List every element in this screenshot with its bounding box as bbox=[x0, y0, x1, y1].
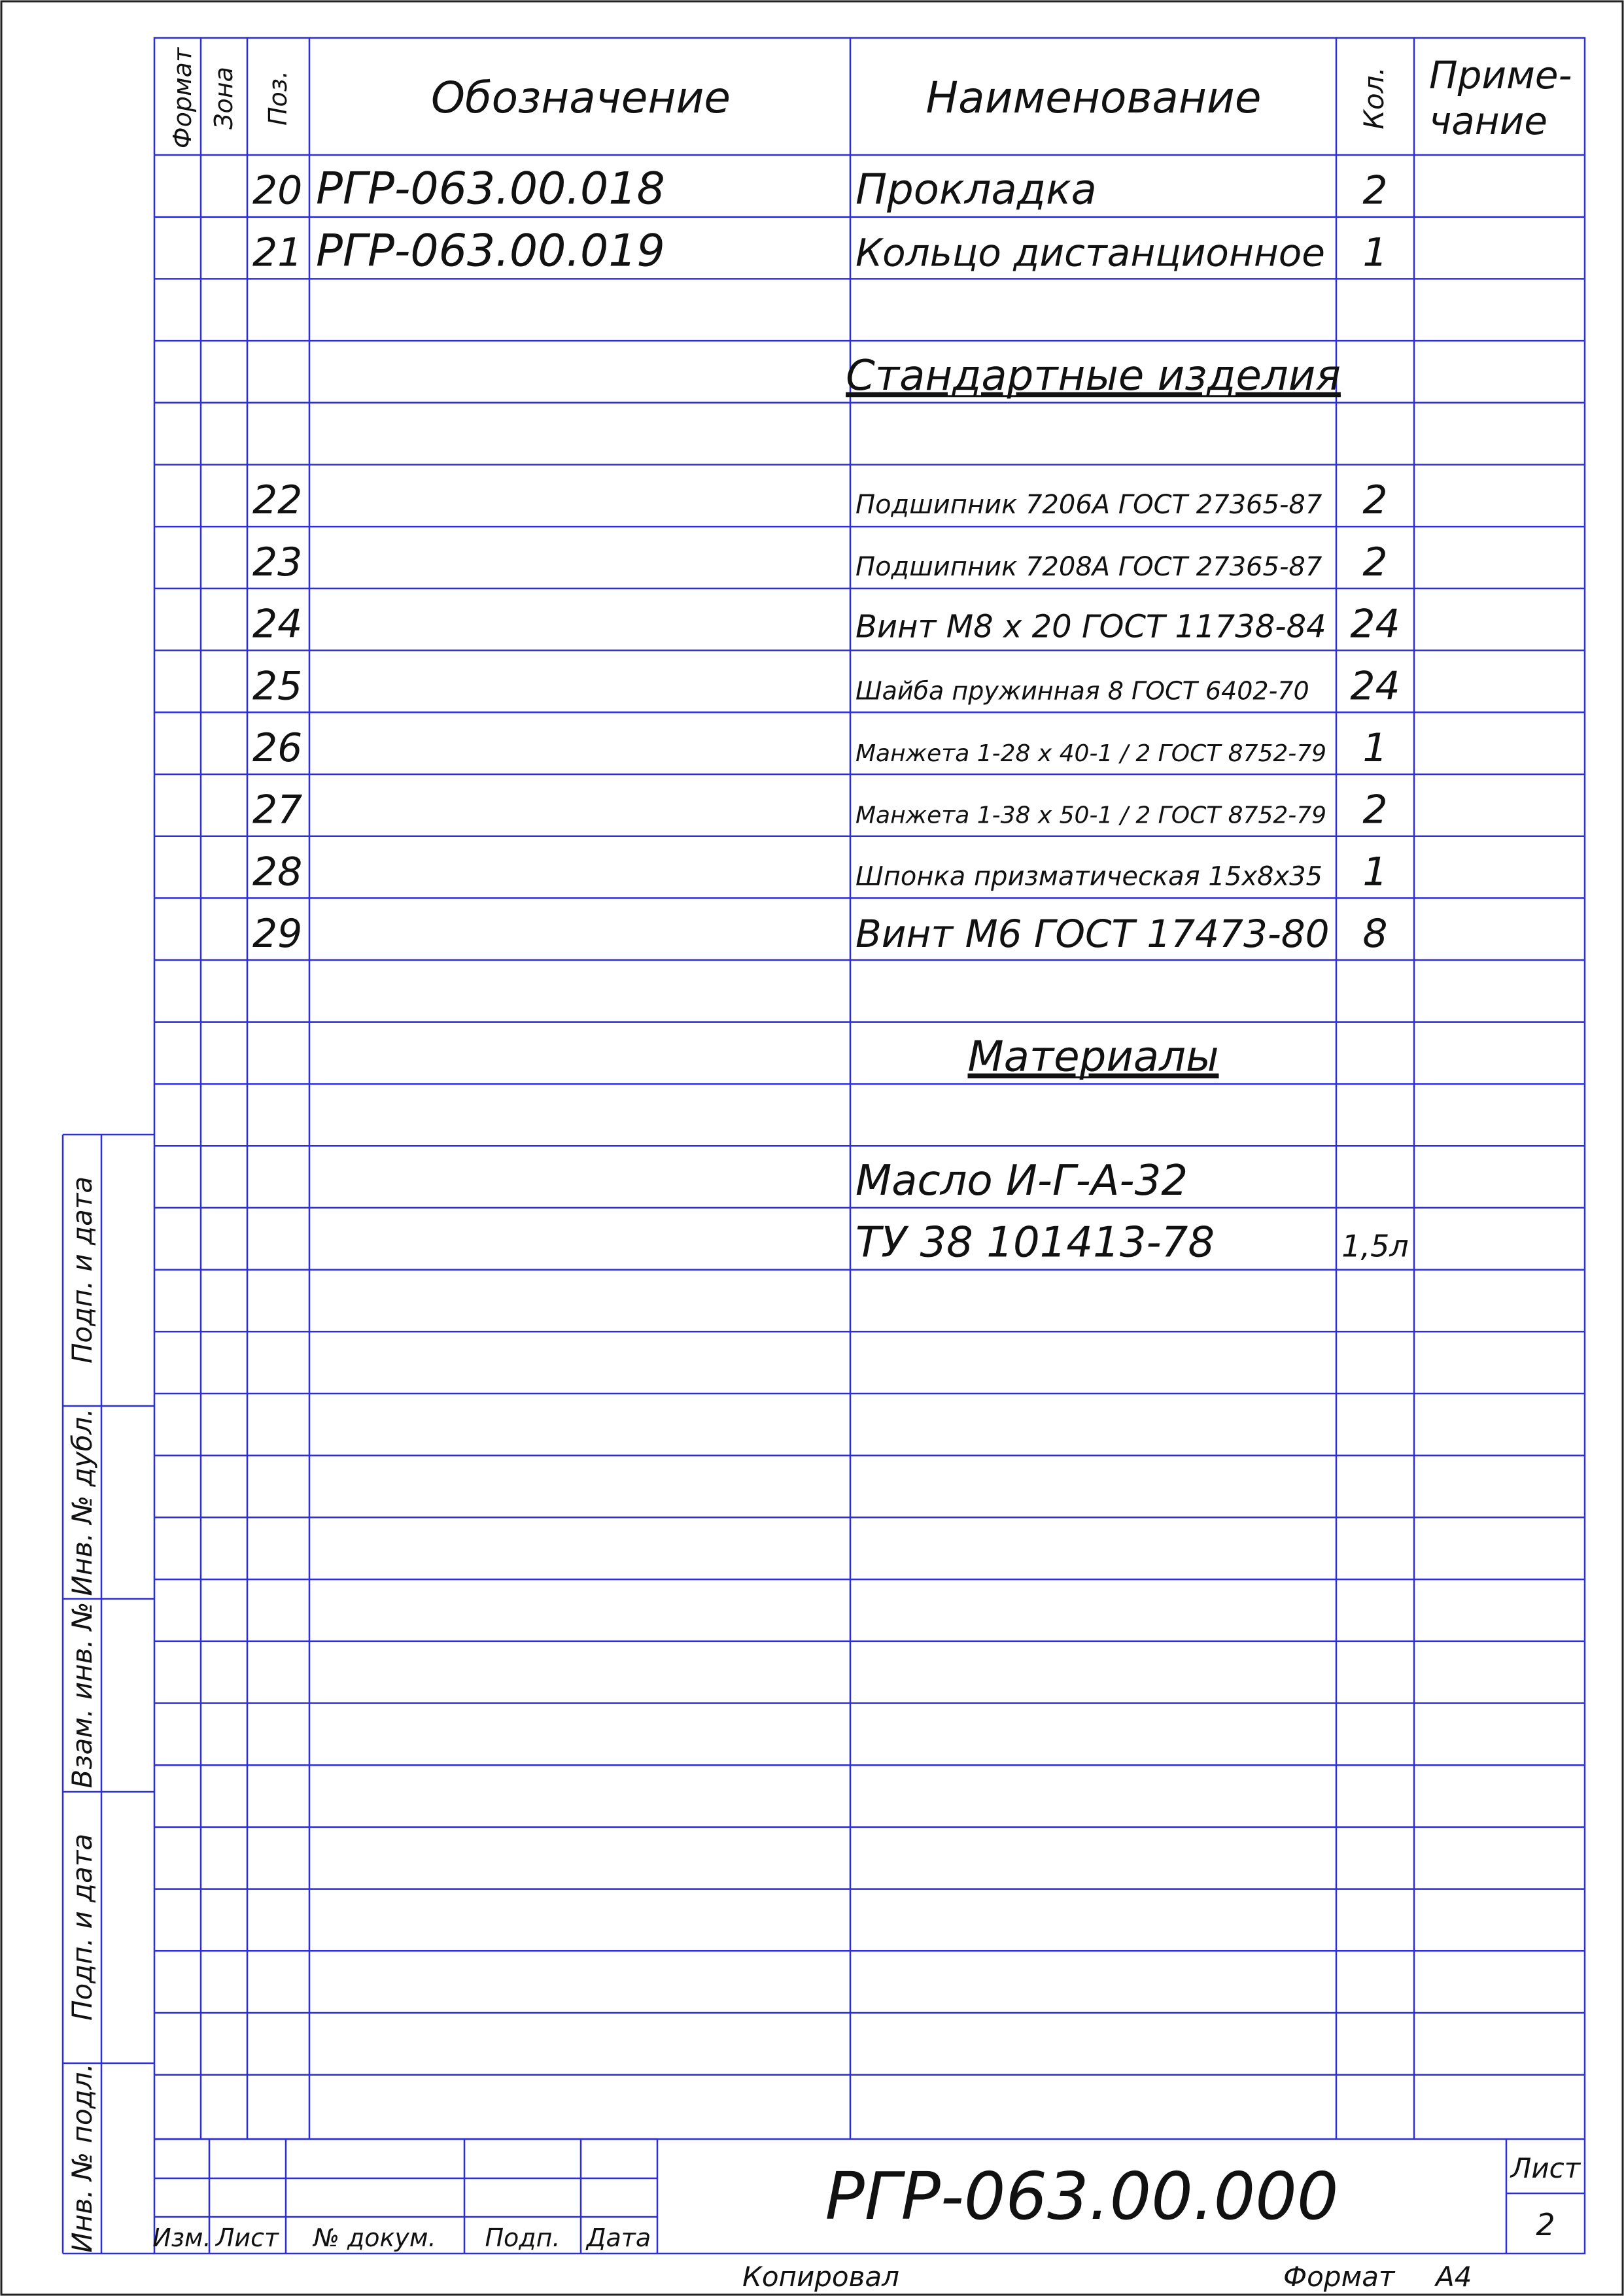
footer-format-value: А4 bbox=[1436, 2261, 1472, 2293]
row-qty: 2 bbox=[1362, 539, 1388, 585]
row-pos: 24 bbox=[252, 601, 303, 647]
row-name: Манжета 1-28 х 40-1 / 2 ГОСТ 8752-79 bbox=[855, 740, 1327, 767]
title-col-izm: Изм. bbox=[152, 2223, 211, 2252]
header-zone: Зона bbox=[209, 67, 238, 129]
row-name: Шайба пружинная 8 ГОСТ 6402-70 bbox=[855, 676, 1309, 706]
sheet-label: Лист bbox=[1510, 2152, 1581, 2184]
row-pos: 20 bbox=[252, 167, 303, 214]
title-col-sign: Подп. bbox=[485, 2223, 561, 2252]
row-name: Шпонка призматическая 15х8х35 bbox=[855, 861, 1323, 892]
row-name: Винт М6 ГОСТ 17473-80 bbox=[855, 912, 1330, 957]
row-qty: 2 bbox=[1362, 167, 1388, 214]
row-name: Кольцо дистанционное bbox=[855, 230, 1325, 275]
side-label: Инв. № дубл. bbox=[66, 1408, 98, 1596]
title-col-doc: № докум. bbox=[313, 2223, 436, 2252]
header-designation: Обозначение bbox=[431, 73, 731, 123]
row-qty: 1 bbox=[1362, 725, 1388, 771]
row-name: Подшипник 7208А ГОСТ 27365-87 bbox=[855, 551, 1322, 582]
row-name: Винт М8 х 20 ГОСТ 11738-84 bbox=[855, 608, 1326, 645]
side-label: Подп. и дата bbox=[66, 1176, 98, 1364]
side-label: Инв. № подл. bbox=[66, 2063, 98, 2253]
title-col-list: Лист bbox=[215, 2223, 279, 2252]
row-pos: 23 bbox=[252, 539, 303, 585]
header-pos: Поз. bbox=[264, 70, 292, 126]
header-note-line1: Приме- bbox=[1429, 53, 1572, 97]
document-number: РГР-063.00.000 bbox=[825, 2158, 1339, 2235]
row-name: Масло И-Г-А-32 bbox=[855, 1156, 1188, 1205]
header-note-line2: чание bbox=[1429, 99, 1548, 143]
row-designation: РГР-063.00.018 bbox=[316, 163, 665, 215]
header-qty: Кол. bbox=[1358, 67, 1390, 129]
side-label: Взам. инв. № bbox=[66, 1602, 98, 1789]
row-name: Прокладка bbox=[855, 165, 1097, 214]
row-pos: 27 bbox=[252, 787, 303, 833]
row-qty: 2 bbox=[1362, 787, 1388, 833]
row-pos: 21 bbox=[252, 230, 303, 276]
footer-copied: Копировал bbox=[742, 2261, 899, 2293]
row-pos: 28 bbox=[252, 849, 303, 895]
sheet-number: 2 bbox=[1536, 2207, 1555, 2242]
row-pos: 22 bbox=[252, 477, 303, 524]
section-heading: Материалы bbox=[967, 1033, 1219, 1082]
row-pos: 29 bbox=[252, 911, 303, 957]
row-designation: РГР-063.00.019 bbox=[316, 225, 665, 277]
table-body bbox=[252, 163, 1409, 1267]
row-qty: 24 bbox=[1350, 601, 1400, 647]
title-block bbox=[152, 2139, 1585, 2253]
row-qty: 8 bbox=[1362, 911, 1388, 957]
footer-format-label: Формат bbox=[1283, 2261, 1395, 2293]
row-qty: 1,5л bbox=[1341, 1228, 1409, 1264]
footer bbox=[742, 2261, 1472, 2293]
row-name: Подшипник 7206А ГОСТ 27365-87 bbox=[855, 490, 1322, 521]
section-heading: Стандартные изделия bbox=[846, 351, 1341, 400]
row-pos: 26 bbox=[252, 725, 303, 771]
row-pos: 25 bbox=[252, 663, 303, 710]
row-qty: 1 bbox=[1362, 849, 1388, 895]
row-name: Манжета 1-38 х 50-1 / 2 ГОСТ 8752-79 bbox=[855, 802, 1327, 829]
title-col-date: Дата bbox=[586, 2223, 651, 2252]
header-format: Формат bbox=[168, 47, 197, 149]
row-qty: 2 bbox=[1362, 477, 1388, 524]
side-label: Подп. и дата bbox=[66, 1833, 98, 2021]
table-header bbox=[154, 46, 1585, 155]
header-name: Наименование bbox=[925, 73, 1262, 123]
row-qty: 24 bbox=[1350, 663, 1400, 710]
row-name: ТУ 38 101413-78 bbox=[855, 1218, 1215, 1267]
row-qty: 1 bbox=[1362, 230, 1388, 276]
side-strip bbox=[63, 1135, 154, 2253]
